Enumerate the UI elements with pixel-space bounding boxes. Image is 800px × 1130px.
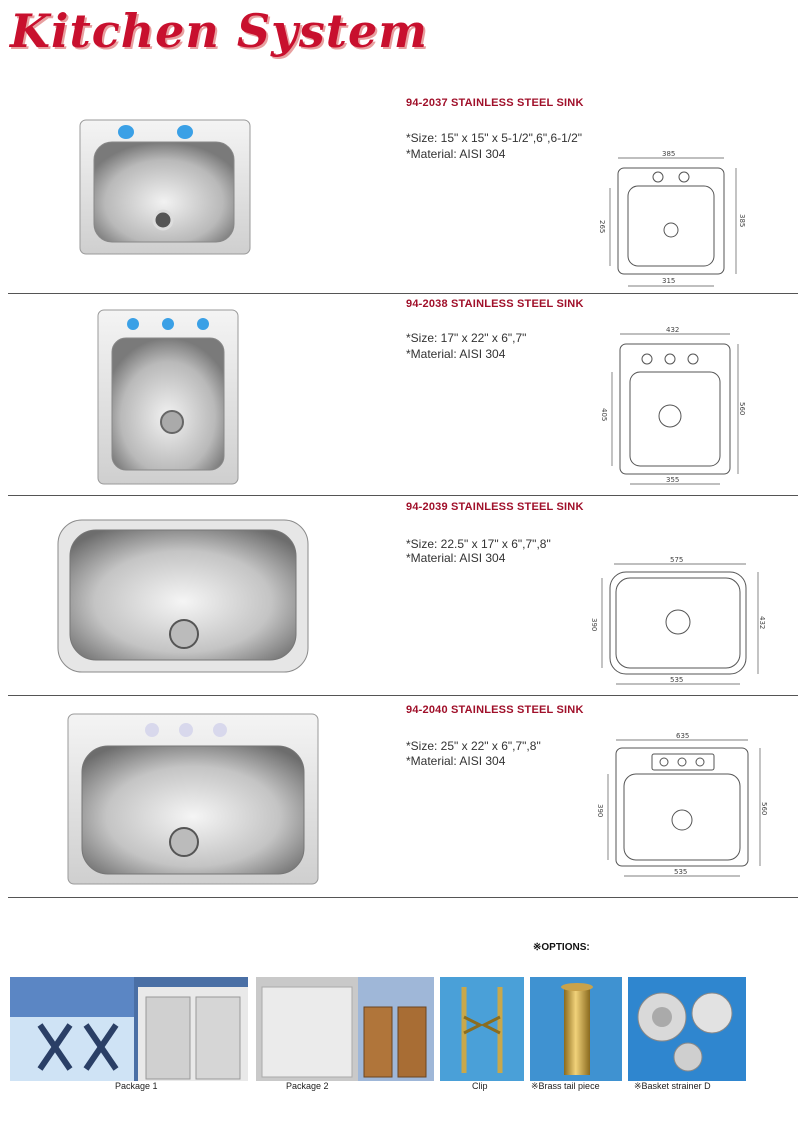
sink-photo-3 bbox=[56, 518, 312, 676]
sink-photo-4 bbox=[66, 712, 322, 888]
option-caption: ※Brass tail piece bbox=[531, 1081, 600, 1091]
drain-icon bbox=[170, 620, 198, 648]
option-caption: Package 1 bbox=[115, 1081, 158, 1091]
section-divider bbox=[8, 897, 798, 898]
faucet-hole-icon bbox=[162, 318, 174, 330]
drain-icon bbox=[170, 828, 198, 856]
faucet-hole-icon bbox=[177, 125, 193, 139]
sink-drawing-1 bbox=[596, 150, 756, 292]
sink-drawing-4 bbox=[596, 730, 776, 884]
product-material: *Material: AISI 304 bbox=[406, 754, 506, 768]
product-size: *Size: 25" x 22" x 6",7",8" bbox=[406, 739, 541, 753]
page-title: Kitchen System bbox=[10, 4, 428, 58]
dim-bottom: 535 bbox=[670, 676, 684, 684]
dim-top: 385 bbox=[662, 150, 676, 158]
option-caption: Clip bbox=[472, 1081, 488, 1091]
dim-bottom: 535 bbox=[674, 868, 688, 876]
dim-right: 385 bbox=[738, 214, 746, 228]
basket-strainer-photo bbox=[628, 977, 746, 1081]
dim-right: 560 bbox=[760, 802, 768, 816]
dim-top: 432 bbox=[666, 326, 680, 334]
product-name: 94-2037 STAINLESS STEEL SINK bbox=[406, 97, 584, 109]
drain-icon bbox=[154, 211, 172, 229]
product-size: *Size: 15" x 15" x 5-1/2",6",6-1/2" bbox=[406, 131, 583, 145]
option-caption: ※Basket strainer D bbox=[634, 1081, 711, 1091]
dim-left: 265 bbox=[598, 220, 606, 234]
dim-bottom: 355 bbox=[666, 476, 680, 484]
package-2-photo bbox=[256, 977, 434, 1081]
product-material: *Material: AISI 304 bbox=[406, 147, 506, 161]
product-name: 94-2040 STAINLESS STEEL SINK bbox=[406, 704, 584, 716]
dim-top: 575 bbox=[670, 556, 684, 564]
section-divider bbox=[8, 495, 798, 496]
dim-bottom: 315 bbox=[662, 277, 676, 285]
option-caption: Package 2 bbox=[286, 1081, 329, 1091]
faucet-hole-icon bbox=[197, 318, 209, 330]
package-1-photo bbox=[10, 977, 248, 1081]
faucet-hole-icon bbox=[213, 723, 227, 737]
sink-drawing-2 bbox=[600, 324, 750, 492]
dim-right: 432 bbox=[758, 616, 766, 630]
faucet-hole-icon bbox=[179, 723, 193, 737]
options-label: ※OPTIONS: bbox=[533, 942, 590, 953]
faucet-hole-icon bbox=[145, 723, 159, 737]
dim-top: 635 bbox=[676, 732, 690, 740]
product-material: *Material: AISI 304 bbox=[406, 551, 506, 565]
product-size: *Size: 17" x 22" x 6",7" bbox=[406, 331, 527, 345]
dim-left: 390 bbox=[590, 618, 598, 632]
sink-photo-2 bbox=[96, 308, 242, 488]
drain-icon bbox=[161, 411, 183, 433]
sink-photo-1 bbox=[78, 118, 254, 258]
brass-tail-piece-photo bbox=[530, 977, 622, 1081]
product-size: *Size: 22.5" x 17" x 6",7",8" bbox=[406, 537, 551, 551]
clip-photo bbox=[440, 977, 524, 1081]
dim-left: 390 bbox=[596, 804, 604, 818]
section-divider bbox=[8, 695, 798, 696]
product-name: 94-2038 STAINLESS STEEL SINK bbox=[406, 298, 584, 310]
product-material: *Material: AISI 304 bbox=[406, 347, 506, 361]
section-divider bbox=[8, 293, 798, 294]
faucet-hole-icon bbox=[118, 125, 134, 139]
faucet-hole-icon bbox=[127, 318, 139, 330]
product-name: 94-2039 STAINLESS STEEL SINK bbox=[406, 501, 584, 513]
dim-right: 560 bbox=[738, 402, 746, 416]
sink-drawing-3 bbox=[590, 552, 780, 692]
dim-left: 405 bbox=[600, 408, 608, 422]
